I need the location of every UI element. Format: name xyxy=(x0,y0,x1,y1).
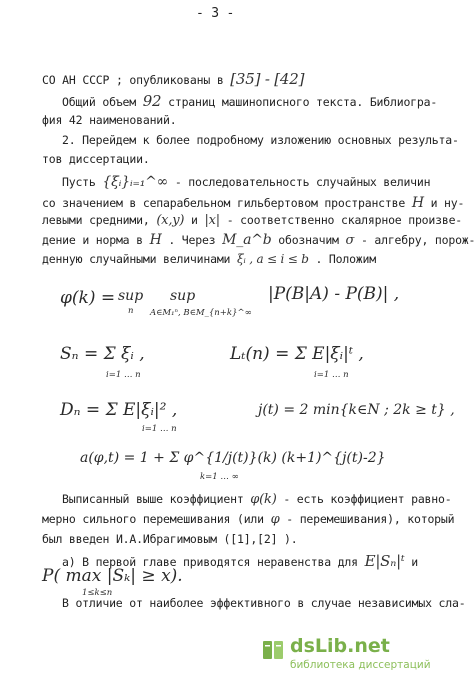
text-line-4: 2. Перейдем к более подробному изложению основных результа- xyxy=(62,133,459,147)
brand-tld: .net xyxy=(347,635,390,657)
text: страниц машинописного текста. Библиогра- xyxy=(168,95,438,109)
formula-phi-rhs: |P(B|A) - P(B)| , xyxy=(268,284,400,304)
text-line-10 xyxy=(42,252,376,266)
text-line-16: В отличие от наиболее эффективного в случае независимых сла- xyxy=(62,596,466,610)
text: - есть коэффициент равно- xyxy=(283,492,452,506)
text-line-2 xyxy=(62,92,437,110)
formula-lt: Lₜ(n) = Σ E|ξᵢ|ᵗ , xyxy=(230,344,364,364)
hilbert-space-symbol: H xyxy=(411,195,424,211)
text: . Положим xyxy=(315,252,376,266)
text-line-8 xyxy=(42,213,462,228)
book-icon xyxy=(260,637,286,663)
text: Общий объем xyxy=(62,95,136,109)
formula-jt: j(t) = 2 min{k∈N ; 2k ≥ t} , xyxy=(258,402,455,418)
text-line-3: фия 42 наименований. xyxy=(42,113,177,127)
expectation-handwritten: E|Sₙ|ᵗ xyxy=(364,552,405,570)
formula-dn-limits: i=1 … n xyxy=(142,424,177,434)
sigma-algebra-symbol: M_a^b xyxy=(222,232,272,248)
formula-a: a(φ,t) = 1 + Σ φ^{1/j(t)}(k) (k+1)^{j(t)-2} xyxy=(80,450,386,466)
text: и xyxy=(191,213,198,227)
text: . Через xyxy=(168,233,216,247)
text: денную случайными величинами xyxy=(42,252,231,266)
hilbert-space-symbol: H xyxy=(149,232,162,248)
text: со значением в сепарабельном гильбертовом пространстве xyxy=(42,196,406,210)
formula-sup-2-sub: A∈M₁ⁿ, B∈M_{n+k}^∞ xyxy=(150,308,252,318)
sequence-handwritten: {ξᵢ}ᵢ₌₁^∞ xyxy=(102,174,169,190)
text-line-1 xyxy=(42,70,304,88)
text-line-9 xyxy=(42,232,475,248)
text-line-7 xyxy=(42,195,464,211)
phi-symbol: φ xyxy=(270,512,280,527)
formula-p-max: P( max |Sₖ| ≥ x). xyxy=(42,566,183,586)
phi-k-symbol: φ(k) xyxy=(250,492,277,507)
watermark-brand xyxy=(290,635,390,657)
watermark xyxy=(260,635,440,675)
text: и xyxy=(411,555,418,569)
formula-sn-limits: i=1 … n xyxy=(106,370,141,380)
formula-dn: Dₙ = Σ E|ξᵢ|² , xyxy=(60,400,178,420)
text: мерно сильного перемешивания (или xyxy=(42,512,264,526)
formula-sup-1: sup xyxy=(118,288,144,304)
text: - алгебру, порож- xyxy=(360,233,475,247)
page-number: - 3 - xyxy=(196,6,235,21)
formula-p-max-sub: 1≤k≤n xyxy=(82,588,113,598)
text: дение и норма в xyxy=(42,233,143,247)
text: Пусть xyxy=(62,175,96,189)
text: левыми средними, xyxy=(42,213,150,227)
random-variables-handwritten: ξᵢ , a ≤ i ≤ b xyxy=(237,252,309,266)
page-count-handwritten: 92 xyxy=(142,92,162,110)
norm-symbol: |x| xyxy=(204,213,220,228)
text: - перемешивания), который xyxy=(286,512,455,526)
text: а) В первой главе приводятся неравенства для xyxy=(62,555,358,569)
text: обозначим xyxy=(278,233,339,247)
refs-handwritten: [35] - [42] xyxy=(230,70,305,88)
text-line-5: тов диссертации. xyxy=(42,152,150,166)
watermark-subtitle: библиотека диссертаций xyxy=(290,659,431,671)
text-line-12 xyxy=(42,512,454,527)
formula-sn: Sₙ = Σ ξᵢ , xyxy=(60,344,145,364)
brand-text: dsLib xyxy=(290,635,348,657)
formula-lt-limits: i=1 … n xyxy=(314,370,349,380)
text: - последовательность случайных величин xyxy=(174,175,431,189)
formula-sup-2: sup xyxy=(170,288,196,304)
text: СО АН СССР ; опубликованы в xyxy=(42,73,224,87)
formula-a-limits: k=1 … ∞ xyxy=(200,472,239,482)
formula-sup-1-sub: n xyxy=(128,306,134,316)
inner-product-symbol: (x,y) xyxy=(156,213,185,228)
formula-phi-lhs: φ(k) = xyxy=(60,288,116,308)
text: - соответственно скалярное произве- xyxy=(226,213,463,227)
sigma-symbol: σ xyxy=(345,233,355,248)
text-line-11 xyxy=(62,492,451,507)
text-line-6 xyxy=(62,174,430,190)
text-line-13: был введен И.А.Ибрагимовым ([1],[2] ). xyxy=(42,532,298,546)
text: и ну- xyxy=(430,196,465,210)
text: Выписанный выше коэффициент xyxy=(62,492,244,506)
